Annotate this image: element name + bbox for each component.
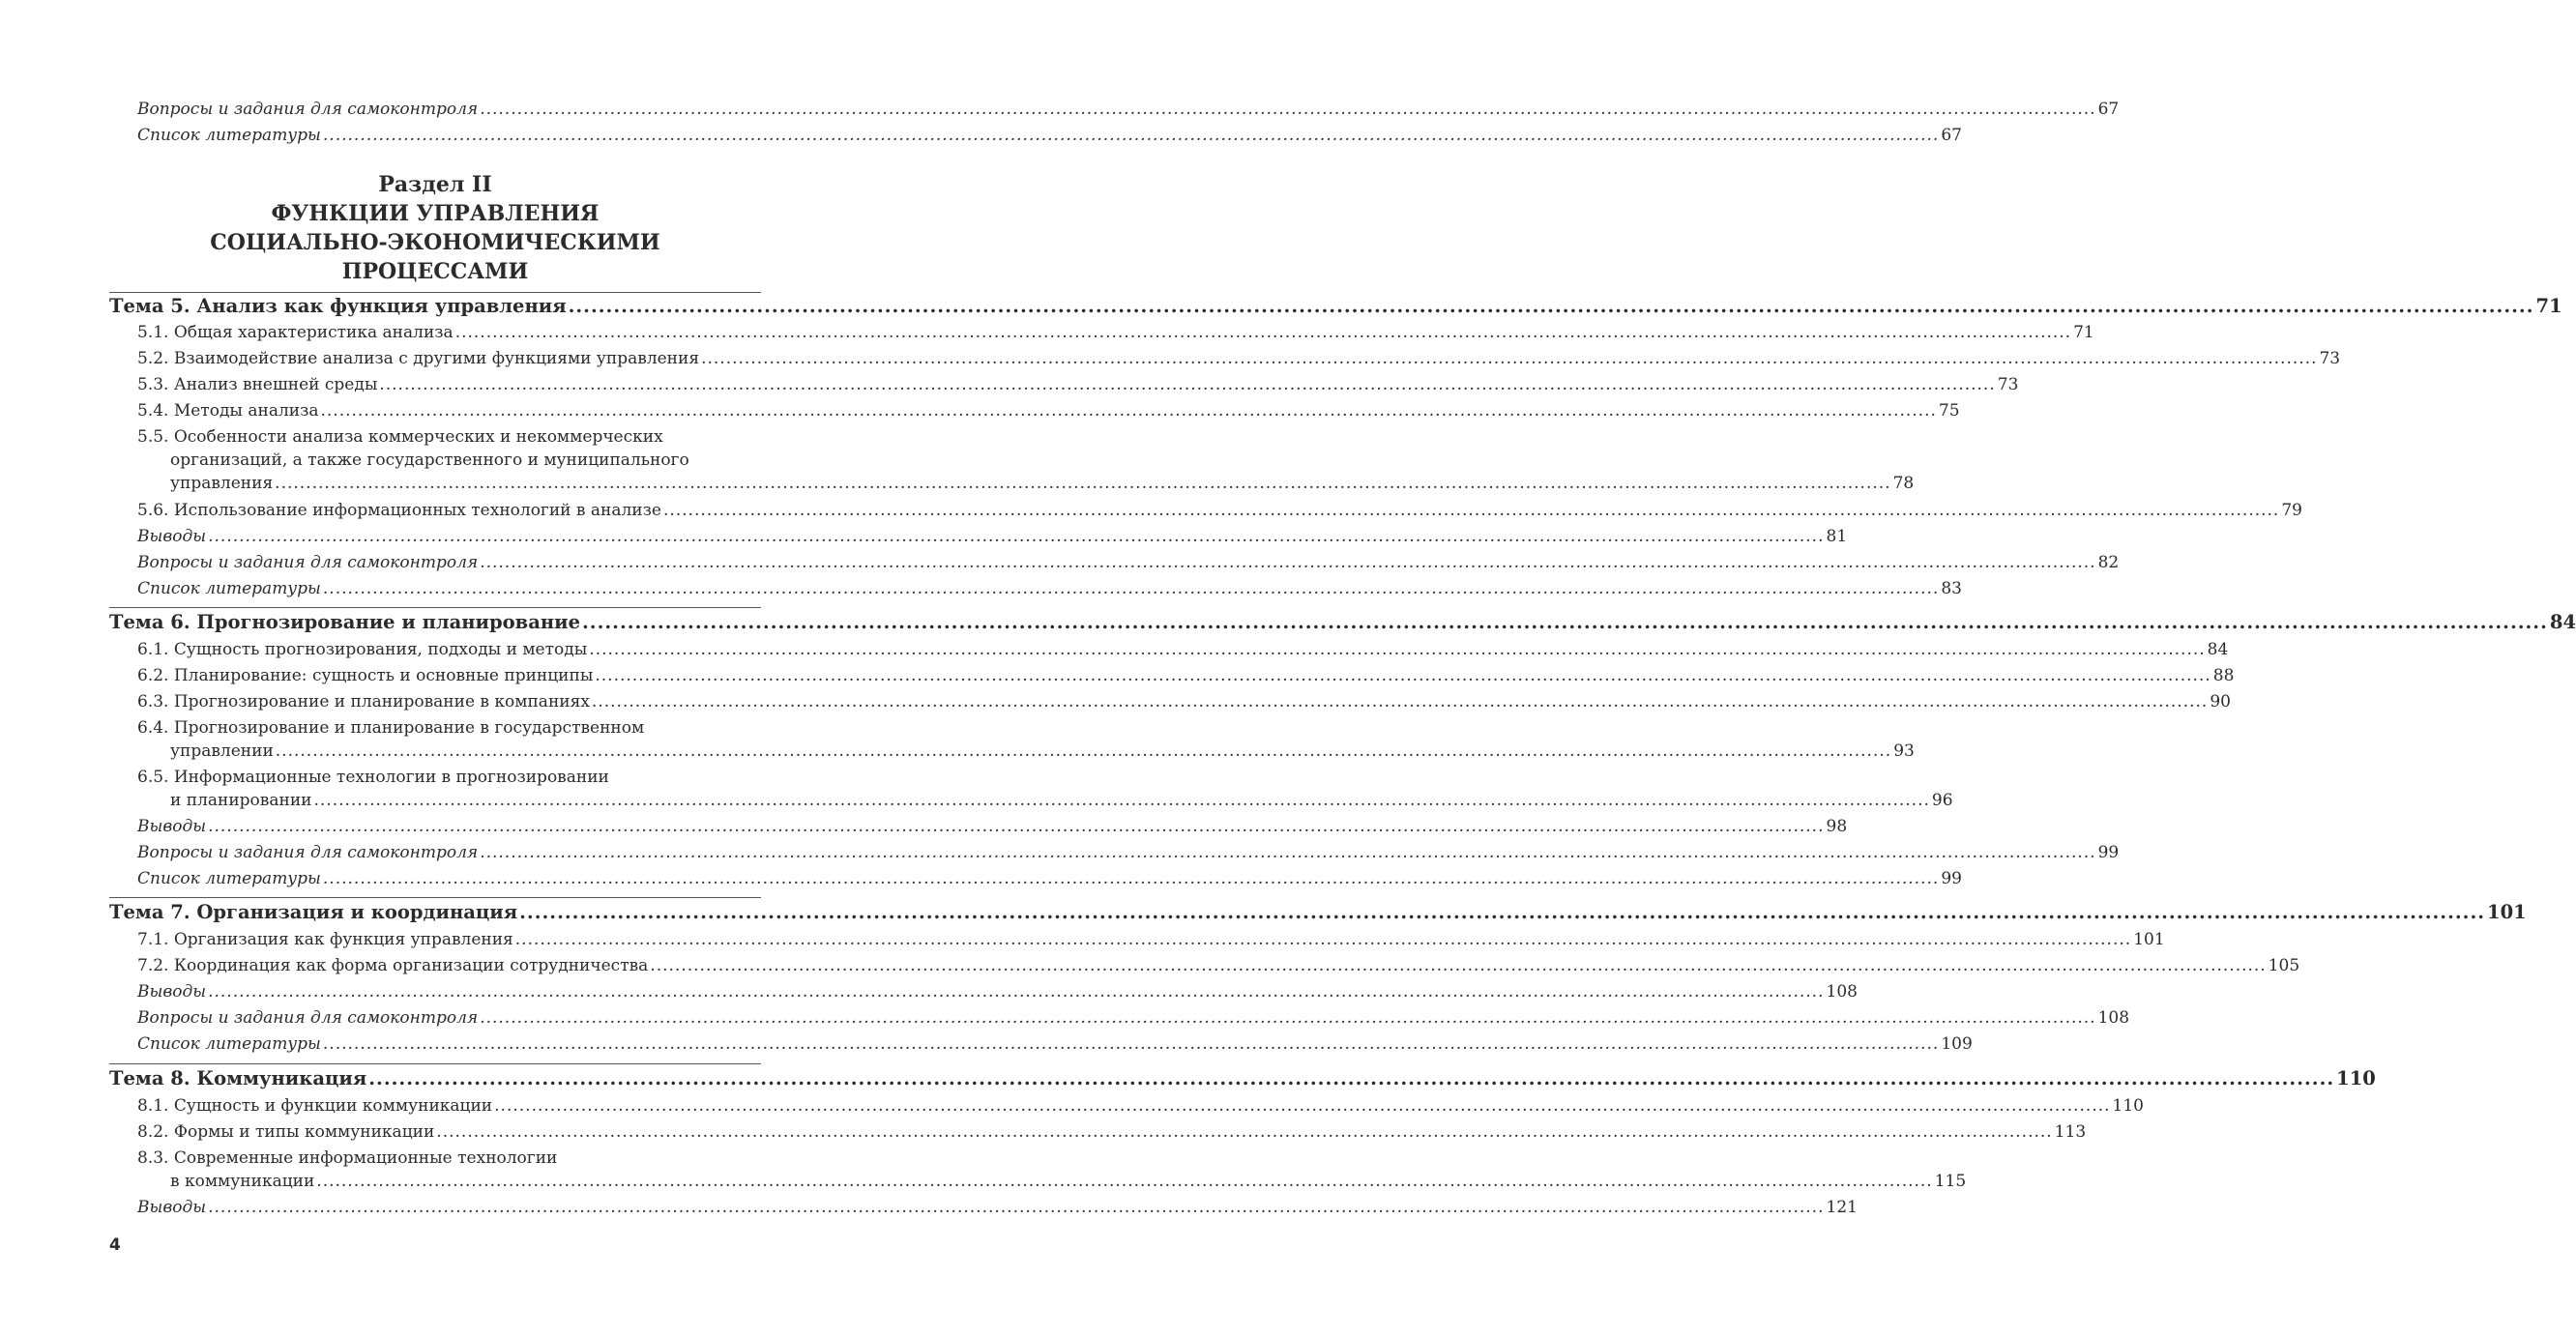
toc-entry <box>0 98 2120 121</box>
section-title-line: ПРОЦЕССАМИ <box>341 259 529 284</box>
entry-label: 5.1. Общая характеристика анализа <box>137 323 454 342</box>
toc-entry <box>0 638 2229 661</box>
toc-entry <box>0 690 2231 713</box>
toc-entry <box>0 664 2235 687</box>
toc-entry <box>0 867 1962 890</box>
dot-leader <box>275 472 1890 495</box>
topic-heading <box>0 1066 2376 1091</box>
entry-label: Список литературы <box>137 869 321 888</box>
entry-label: управлении <box>170 741 274 761</box>
dot-leader <box>595 664 2210 687</box>
entry-label: 8.2. Формы и типы коммуникации <box>137 1122 435 1142</box>
dot-leader <box>276 740 1891 763</box>
toc-entry <box>0 425 1915 495</box>
divider <box>109 1063 761 1064</box>
entry-label: Выводы <box>137 817 207 836</box>
toc-entry <box>0 766 1953 812</box>
section-title-line: ФУНКЦИИ УПРАВЛЕНИЯ <box>271 201 600 226</box>
toc-entry <box>0 1032 1973 1056</box>
entry-label: Тема 5. Анализ как функция управления <box>109 295 567 317</box>
entry-label: 7.1. Организация как функция управления <box>137 930 513 949</box>
entry-page: 83 <box>1941 579 1962 598</box>
divider <box>109 607 761 608</box>
entry-page: 73 <box>1997 375 2019 394</box>
entry-page: 79 <box>2281 501 2302 520</box>
entry-label-line: 6.5. Информационные технологии в прогнозировании <box>137 768 609 787</box>
entry-label-line: 6.4. Прогнозирование и планирование в государственном <box>137 718 645 738</box>
entry-page: 90 <box>2210 692 2231 712</box>
dot-leader <box>592 690 2208 713</box>
entry-page: 73 <box>2319 349 2341 368</box>
entry-label: Вопросы и задания для самоконтроля <box>137 1008 479 1028</box>
dot-leader <box>323 867 1939 890</box>
toc-entry <box>0 525 1848 548</box>
entry-label: управления <box>170 474 274 493</box>
entry-label: Вопросы и задания для самоконтроля <box>137 843 479 862</box>
entry-label: Тема 8. Коммуникация <box>109 1067 367 1089</box>
entry-label: 5.4. Методы анализа <box>137 401 319 421</box>
entry-page: 67 <box>1941 126 1962 145</box>
entry-page: 96 <box>1931 791 1953 810</box>
dot-leader <box>368 1066 2334 1091</box>
entry-page: 67 <box>2097 100 2120 119</box>
entry-page: 115 <box>1934 1172 1967 1191</box>
dot-leader <box>313 789 1929 812</box>
dot-leader <box>323 577 1939 600</box>
entry-page: 75 <box>1938 401 1960 421</box>
entry-label: 6.1. Сущность прогнозирования, подходы и методы <box>137 640 588 659</box>
entry-label: 5.6. Использование информационных технологий в анализе <box>137 501 661 520</box>
section-number: Раздел II <box>378 172 492 197</box>
toc-entry <box>0 815 1848 838</box>
dot-leader <box>208 1196 1824 1219</box>
toc-entry <box>0 716 1915 763</box>
entry-label: Выводы <box>137 1198 207 1217</box>
entry-label: Список литературы <box>137 579 321 598</box>
entry-page: 105 <box>2268 956 2300 975</box>
entry-page: 82 <box>2097 553 2120 572</box>
toc-entry <box>0 124 1962 147</box>
dot-leader <box>515 928 2131 951</box>
toc-entry <box>0 1094 2144 1118</box>
toc-entry <box>0 347 2341 370</box>
entry-label: и планировании <box>170 791 312 810</box>
toc-entry <box>0 577 1962 600</box>
toc-entry <box>0 1120 2087 1144</box>
toc-entry <box>0 1147 1967 1193</box>
dot-leader <box>480 841 2095 864</box>
toc-entry <box>0 321 2094 344</box>
entry-label: Вопросы и задания для самоконтроля <box>137 553 479 572</box>
toc-entry <box>0 954 2300 977</box>
entry-label-line: 8.3. Современные информационные технологии <box>137 1148 558 1168</box>
dot-leader <box>436 1120 2052 1144</box>
entry-page: 108 <box>2097 1008 2130 1028</box>
page-number: 4 <box>109 1235 121 1255</box>
entry-page: 101 <box>2487 901 2527 923</box>
entry-label: 6.3. Прогнозирование и планирование в компаниях <box>137 692 590 712</box>
entry-page: 93 <box>1893 741 1915 761</box>
dot-leader <box>582 610 2548 635</box>
dot-leader <box>650 954 2266 977</box>
entry-label: 7.2. Координация как форма организации сотрудничества <box>137 956 649 975</box>
dot-leader <box>663 499 2279 522</box>
entry-page: 78 <box>1892 474 1915 493</box>
entry-page: 84 <box>2549 611 2576 633</box>
dot-leader <box>569 294 2534 319</box>
entry-label: 5.3. Анализ внешней среды <box>137 375 378 394</box>
dot-leader <box>379 373 1995 396</box>
entry-label: 6.2. Планирование: сущность и основные принципы <box>137 666 594 685</box>
entry-label: 5.2. Взаимодействие анализа с другими функциями управления <box>137 349 700 368</box>
entry-page: 101 <box>2133 930 2165 949</box>
dot-leader <box>519 900 2485 925</box>
toc-entry <box>0 551 2120 574</box>
entry-label-line: организаций, а также государственного и муниципального <box>170 450 689 470</box>
toc-entry <box>0 1006 2130 1030</box>
entry-label: Выводы <box>137 527 207 546</box>
entry-page: 121 <box>1826 1198 1858 1217</box>
dot-leader <box>494 1094 2110 1118</box>
entry-label-line: 5.5. Особенности анализа коммерческих и некоммерческих <box>137 427 663 447</box>
entry-page: 98 <box>1826 817 1848 836</box>
divider <box>109 897 761 898</box>
entry-page: 84 <box>2207 640 2229 659</box>
entry-label: Список литературы <box>137 126 321 145</box>
toc-entry <box>0 399 1960 422</box>
toc-entry <box>0 1196 1858 1219</box>
dot-leader <box>480 1006 2095 1030</box>
topic-heading <box>0 610 2576 635</box>
entry-page: 108 <box>1826 982 1858 1002</box>
entry-label: Тема 7. Организация и координация <box>109 901 518 923</box>
dot-leader <box>208 525 1824 548</box>
entry-label: 8.1. Сущность и функции коммуникации <box>137 1096 493 1116</box>
entry-page: 109 <box>1941 1034 1973 1054</box>
entry-page: 99 <box>2097 843 2120 862</box>
dot-leader <box>208 815 1824 838</box>
entry-page: 81 <box>1826 527 1848 546</box>
entry-page: 71 <box>2535 295 2562 317</box>
entry-page: 113 <box>2054 1122 2087 1142</box>
dot-leader <box>323 124 1939 147</box>
entry-label: Вопросы и задания для самоконтроля <box>137 100 479 119</box>
divider <box>109 292 761 293</box>
section-title-line: СОЦИАЛЬНО-ЭКОНОМИЧЕСКИМИ <box>210 230 660 255</box>
dot-leader <box>316 1170 1932 1193</box>
toc-entry <box>0 841 2120 864</box>
dot-leader <box>323 1032 1939 1056</box>
entry-label: Выводы <box>137 982 207 1002</box>
topic-heading <box>0 294 2562 319</box>
toc-entry <box>0 980 1858 1003</box>
entry-label: Список литературы <box>137 1034 321 1054</box>
dot-leader <box>701 347 2317 370</box>
entry-page: 71 <box>2073 323 2094 342</box>
entry-page: 110 <box>2336 1067 2376 1089</box>
entry-label: в коммуникации <box>170 1172 315 1191</box>
topic-heading <box>0 900 2527 925</box>
dot-leader <box>321 399 1937 422</box>
dot-leader <box>480 98 2095 121</box>
dot-leader <box>208 980 1824 1003</box>
toc-entry <box>0 928 2165 951</box>
toc-entry <box>0 373 2019 396</box>
entry-page: 110 <box>2112 1096 2144 1116</box>
dot-leader <box>455 321 2071 344</box>
entry-label: Тема 6. Прогнозирование и планирование <box>109 611 580 633</box>
toc-entry <box>0 499 2302 522</box>
entry-page: 99 <box>1941 869 1962 888</box>
dot-leader <box>589 638 2205 661</box>
dot-leader <box>480 551 2095 574</box>
entry-page: 88 <box>2212 666 2235 685</box>
